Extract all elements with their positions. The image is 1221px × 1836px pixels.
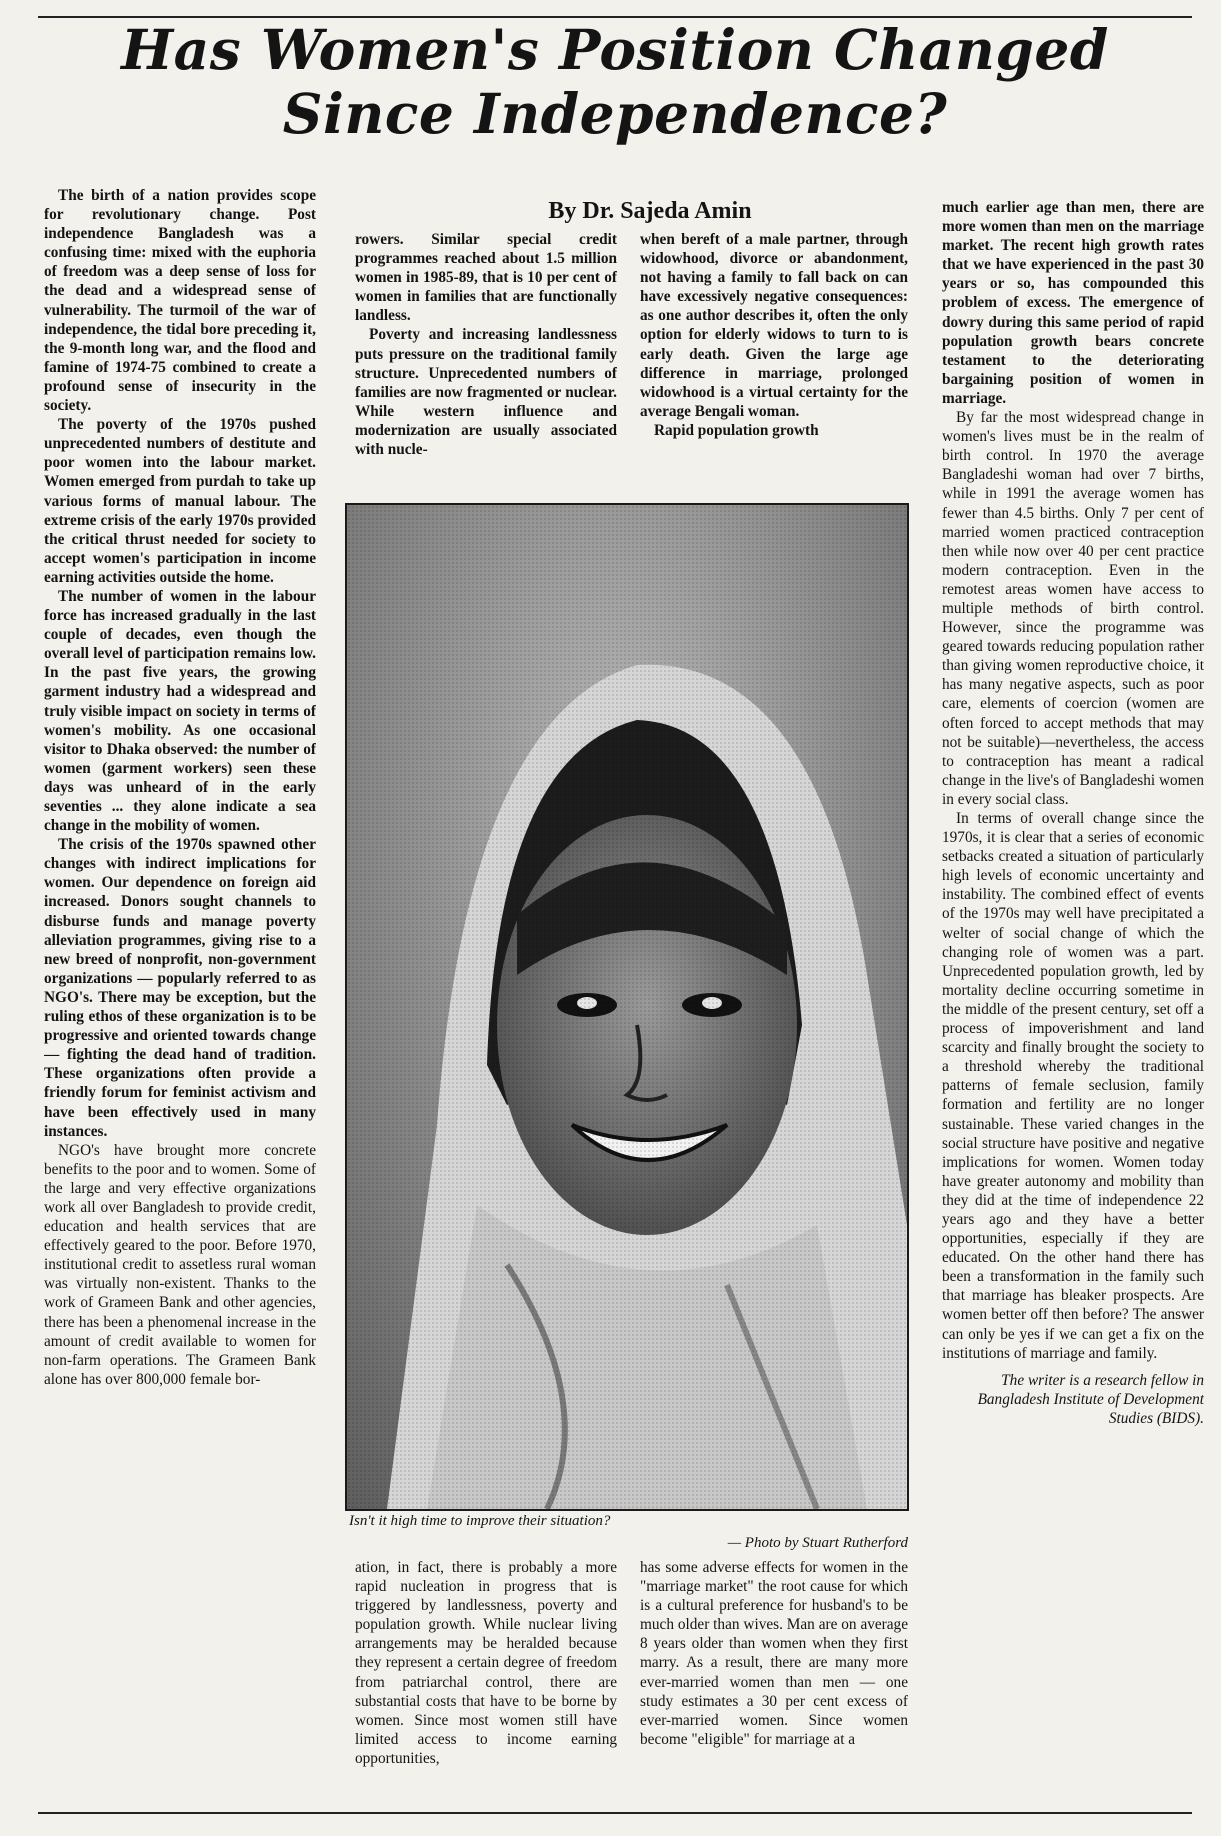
headline-line-1: Has Women's Position Changed: [121, 17, 1109, 82]
column-2-top: [355, 230, 617, 500]
byline: By Dr. Sajeda Amin: [548, 198, 752, 224]
column-3-top: [640, 230, 908, 500]
column-3-bottom: [640, 1558, 908, 1808]
column-1: [44, 186, 316, 1806]
column-2-bottom: [355, 1558, 617, 1808]
paragraph: The number of women in the labour force has increased gradually in the last couple of decades, even though the overall level of participation remains low. In the past five years, the growing garment industry had a widespread and truly visible impact on society in terms of women's mobility. As one occasional visitor to Dhaka observed: the number of women (garment workers) seen these days was unheard of in the early seventies ... they alone indicate a sea change in the mobility of women.: [44, 587, 316, 835]
bottom-rule: [38, 1812, 1192, 1814]
portrait-photo: [345, 503, 909, 1511]
paragraph: ation, in fact, there is probably a more rapid nucleation in progress that is triggered by landlessness, poverty and population growth. While nuclear living arrangements may be heralded because they represent a certain degree of freedom from patriarchal control, there are substantial costs that have to be borne by women. Since most women still have limited access to income earning opportunities,: [355, 1559, 617, 1767]
photo-caption: Isn't it high time to improve their situation?: [349, 1513, 611, 1529]
paragraph: Poverty and increasing landlessness puts pressure on the traditional family structure. Unprecedented numbers of families are now fragmented or nuclear. While western influence and modernization are usually associated with nucle-: [355, 326, 617, 459]
headline-line-2: Since Independence?: [282, 81, 948, 146]
paragraph: In terms of overall change since the 1970s, it is clear that a series of economic setbacks created a situation of particularly high levels of economic uncertainty and instability. The combined effect of events of the 1970s may well have precipitated a welter of social change of which the changing role of women was a part. Unprecedented population growth, led by mortality decline occurring sometime in the middle of the present century, set off a process of impoverishment and land scarcity and finally brought the society to a threshold whereby the traditional patterns of female seclusion, family formation and fertility are no longer sustainable. These varied changes in the social structure have positive and negative implications for women. Women today have greater autonomy and mobility than they did at the time of independence 22 years ago and they have a better opportunities, especially if they are educated. On the other hand there has been a transformation in the family such that marriage has bleaker prospects. Are women better off then before? The answer can only be yes if we can get a fix on the institutions of marriage and family.: [942, 810, 1204, 1362]
column-4: [942, 198, 1204, 1808]
paragraph: Rapid population growth: [654, 421, 819, 439]
author-note: The writer is a research fellow in Bangladesh Institute of Development Studies (BIDS).: [977, 1371, 1204, 1427]
headline: [40, 18, 1190, 146]
paragraph: By far the most widespread change in women's lives must be in the realm of birth control. In 1970 the average Bangladeshi woman had over 7 births, while in 1991 the average women has fewer than 4.5 births. Only 7 per cent of married women practiced contraception then while now over 40 per cent practice modern contraception. Even in the remotest areas women have access to multiple methods of birth control. However, since the programme was geared towards reducing population rather than giving women reproductive choice, it has many negative aspects, such as poor care, elements of coercion (women are often forced to accept methods that may not be suitable)—nevertheless, the access to contraception has meant a radical change in the live's of Bangladeshi women in every social class.: [942, 409, 1204, 808]
portrait-image: [347, 505, 907, 1509]
paragraph: The poverty of the 1970s pushed unprecedented numbers of destitute and poor women into the labour market. Women emerged from purdah to take up various forms of manual labour. The extreme crisis of the early 1970s provided the critical thrust needed for society to accept women's participation in income earning activities outside the home.: [44, 416, 316, 586]
paragraph: The crisis of the 1970s spawned other changes with indirect implications for women. Our dependence on foreign aid increased. Donors sought channels to disburse funds and manage poverty alleviation programmes, giving rise to a new breed of nonprofit, non-government organizations — popularly referred to as NGO's. There may be exception, but the ruling ethos of these organization is to be progressive and oriented towards change — fighting the dead hand of tradition. These organizations often provide a friendly forum for feminist activism and have been effectively used in many instances.: [44, 836, 316, 1140]
paragraph: rowers. Similar special credit programmes reached about 1.5 million women in 1985-89, that is 10 per cent of women in families that are functionally landless.: [355, 231, 617, 325]
paragraph: when bereft of a male partner, through widowhood, divorce or abandonment, not having a family to fall back on can have excessively negative consequences: as one author describes it, often the only option for elderly widows to turn to is early death. Given the large age difference in marriage, prolonged widowhood is a virtual certainty for the average Bengali woman.: [640, 231, 908, 420]
paragraph: much earlier age than men, there are more women than men on the marriage market. The recent high growth rates that we have experienced in the past 30 years or so, has compounded this problem of excess. The emergence of dowry during this same period of rapid population growth bears concrete testament to the deteriorating bargaining position of women in marriage.: [942, 199, 1204, 407]
paragraph: NGO's have brought more concrete benefits to the poor and to women. Some of the large and very effective organizations work all over Bangladesh to provide credit, education and health services that are effectively geared to the poor. Before 1970, institutional credit to assetless rural woman was virtually non-existent. Thanks to the work of Grameen Bank and other agencies, there has been a phenomenal increase in the amount of credit available to women for non-farm operations. The Grameen Bank alone has over 800,000 female bor-: [44, 1141, 316, 1388]
paragraph: has some adverse effects for women in the "marriage market" the root cause for which is a cultural preference for husband's to be much older than wives. Man are on average 8 years older than women when they first marry. As a result, there are many more ever-married women than men — one study estimates a 30 per cent excess of ever-married women. Since women become "eligible" for marriage at a: [640, 1559, 908, 1748]
paragraph: The birth of a nation provides scope for revolutionary change. Post independence Bangladesh was a confusing time: mixed with the euphoria of freedom was a deep sense of loss for the dead and a widespread sense of vulnerability. The turmoil of the war of independence, the tidal bore preceding it, the 9-month long war, and the flood and famine of 1974-75 combined to create a profound sense of insecurity in the society.: [44, 187, 316, 415]
photo-credit: — Photo by Stuart Rutherford: [727, 1535, 908, 1551]
